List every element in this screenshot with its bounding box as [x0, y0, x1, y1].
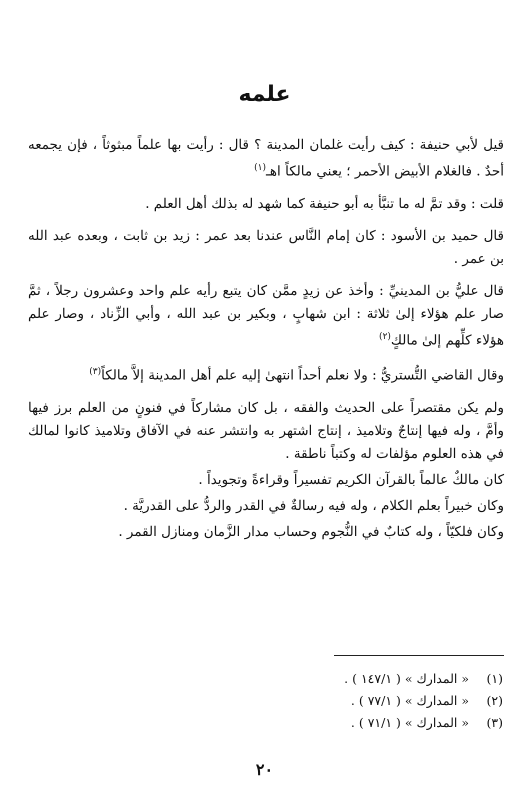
- paragraph: [28, 361, 504, 388]
- section-title: علمه: [238, 82, 291, 107]
- footnote-ref: (٢): [379, 331, 391, 342]
- paragraph-text: قال عليُّ بن المدينيِّ : وأخذ عن زيدٍ ممَّن كان يتبع رأيه علم واحد وعشرون رجلاً ، ثمَّ صار علم هؤلاء إلىٰ ثلاثة : ابن شهابٍ ، وبكير بن عبد الله ، وأبي الزِّناد ، وصار علم هؤلاء كلِّهم إلىٰ مالكٍ: [28, 282, 504, 348]
- paragraph: قال حميد بن الأسود : كان إمام النَّاس عندنا بعد عمر : زيد بن ثابت ، وبعده عبد الله بن عمر .: [28, 227, 504, 267]
- footnote-text: « المدارك » ( ١٤٧/١ ) .: [344, 671, 469, 686]
- footnote-number: (١): [486, 671, 503, 686]
- footnote-number: (٣): [486, 715, 503, 730]
- footnotes: [203, 668, 503, 734]
- footnote-ref: (٣): [89, 367, 102, 377]
- paragraph-text: وقال القاضي التُّستريُّ : ولا نعلم أحداً انتهىٰ إليه علم أهل المدينة إلاَّ مالكاً: [101, 367, 504, 384]
- paragraph: [28, 280, 504, 353]
- footnote-text: « المدارك » ( ٧٧/١ ) .: [350, 693, 469, 708]
- paragraph: [28, 134, 504, 184]
- main-text: [28, 134, 504, 547]
- footnote-ref: (١): [254, 163, 266, 173]
- paragraph: وكان خبيراً بعلم الكلام ، وله فيه رسالةٌ في القدر والردُّ على القدريَّة .: [123, 497, 504, 514]
- footnote: [203, 668, 503, 690]
- paragraph-text: قيل لأبي حنيفة : كيف رأيت غلمان المدينة ؟ قال : رأيت بها علماً مبثوثاً ، فإن يجمعه أحدٌ . فالغلام الأبيض الأحمر ؛ يعني مالكاً اهـ: [28, 137, 504, 180]
- footnote: [203, 712, 503, 734]
- page-number: ٢٠: [255, 760, 274, 779]
- paragraph: ولم يكن مقتصراً على الحديث والفقه ، بل كان مشاركاً في فنونٍ من العلم برز فيها وأمَّ ، وله فيها إنتاجٌ وتلاميذ ، إنتاج اشتهر به وانتشر عنه في الآفاق وتلاميذ كانوا لمالك في هذه العلوم مؤلفات له وكتباً ناطقة .: [28, 399, 504, 462]
- footnote-number: (٢): [486, 693, 503, 708]
- footnote: [203, 690, 503, 712]
- footnote-text: « المدارك » ( ٧١/١ ) .: [350, 715, 469, 730]
- paragraph: قلت : وقد تمَّ له ما تنبَّأ به أبو حنيفة كما شهد له بذلك أهل العلم .: [145, 195, 504, 212]
- paragraph: كان مالكٌ عالماً بالقرآن الكريم تفسيراً وقراءةً وتجويداً .: [198, 471, 504, 488]
- paragraph: وكان فلكيّاً ، وله كتابٌ في النُّجوم وحساب مدار الزَّمان ومنازل القمر .: [118, 523, 504, 540]
- footnote-divider: [334, 655, 504, 656]
